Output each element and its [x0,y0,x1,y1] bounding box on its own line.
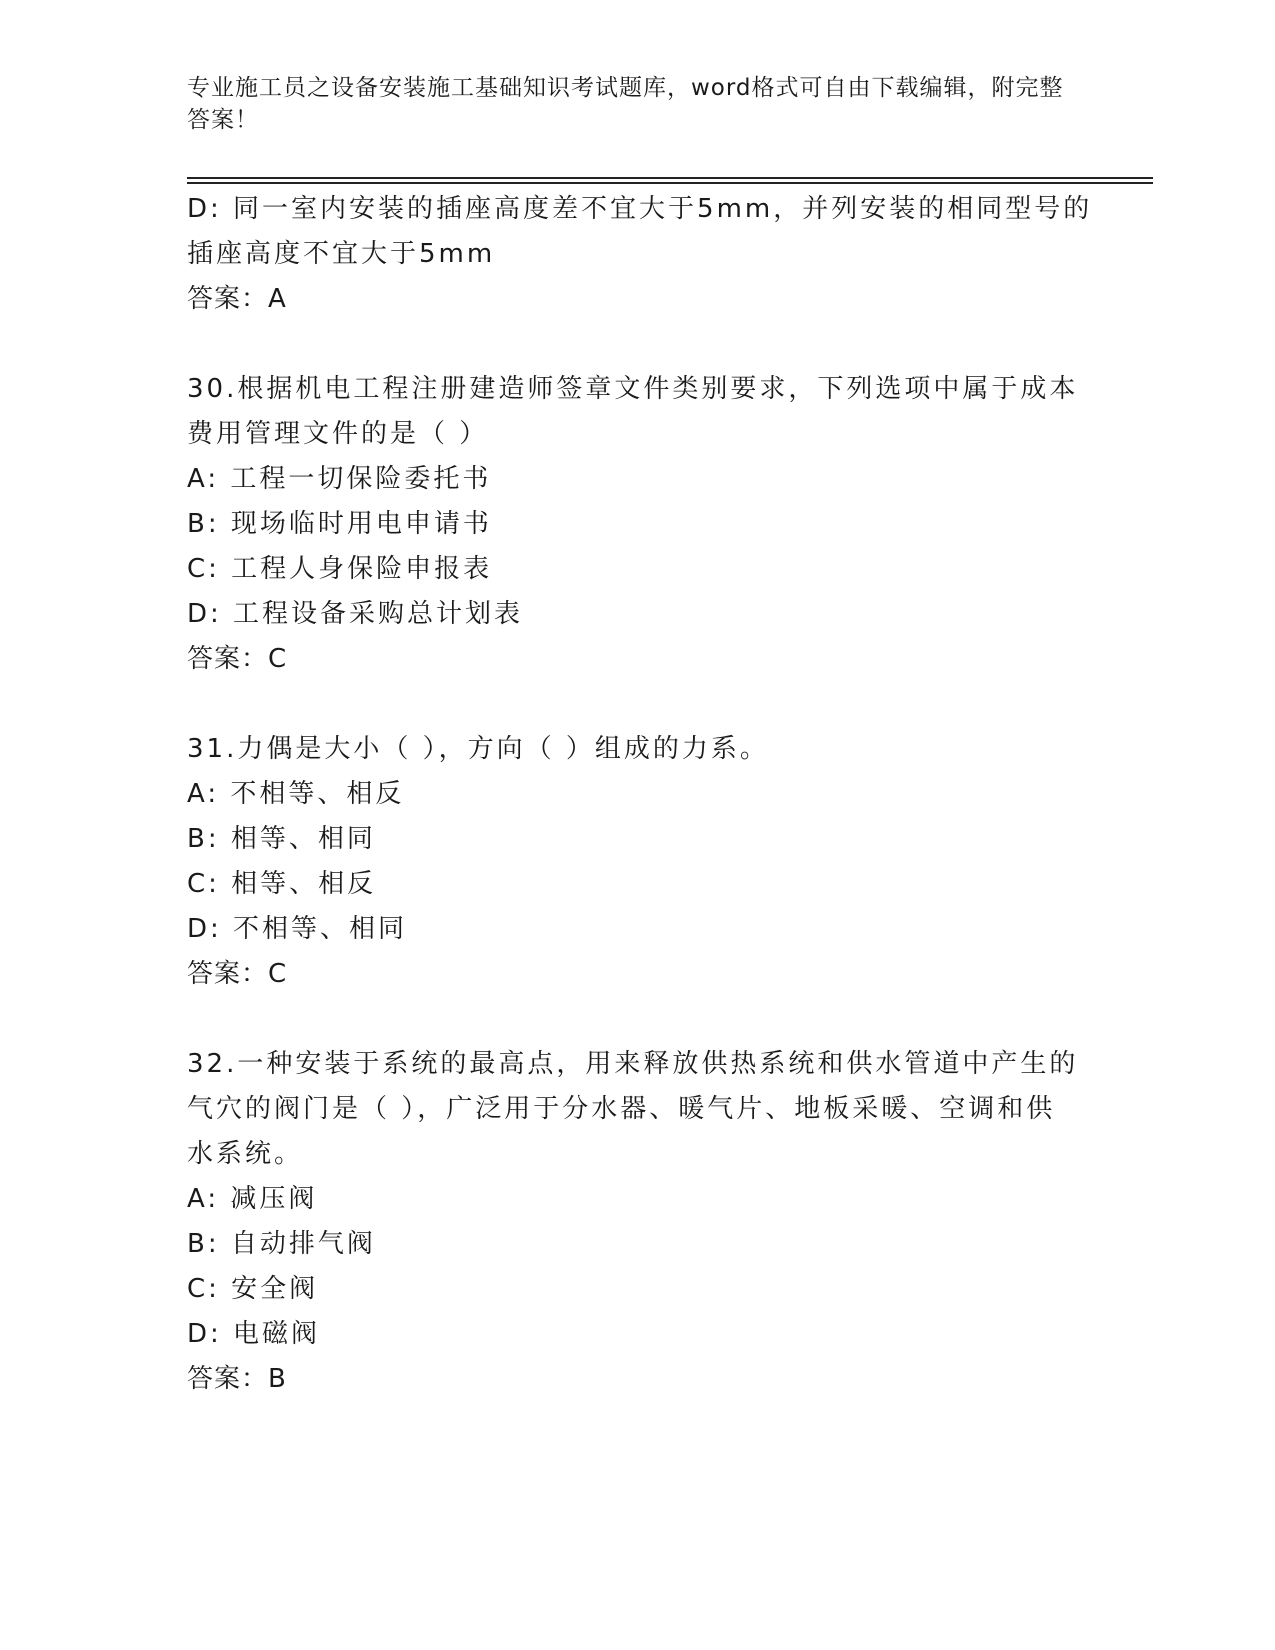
q30-option-c: C: 工程人身保险申报表 [187,554,493,584]
prev-question-answer: 答案：A [187,284,287,314]
prev-question-option-d-line1: D: 同一室内安装的插座高度差不宜大于5mm，并列安装的相同型号的 [187,194,1093,224]
q32-option-b: B: 自动排气阀 [187,1229,376,1259]
q31-answer: 答案：C [187,959,288,989]
q32-stem-line3: 水系统。 [187,1139,304,1169]
q30-option-d: D: 工程设备采购总计划表 [187,599,524,629]
q30-option-a: A: 工程一切保险委托书 [187,464,492,494]
q32-option-d: D: 电磁阀 [187,1319,321,1349]
prev-question-option-d-line2: 插座高度不宜大于5mm [187,239,496,269]
q32-answer: 答案：B [187,1364,287,1394]
header-divider-bottom [187,182,1153,184]
q31-option-c: C: 相等、相反 [187,869,377,899]
q31-option-b: B: 相等、相同 [187,824,376,854]
q30-answer: 答案：C [187,644,288,674]
q30-stem-line2: 费用管理文件的是（ ） [187,419,489,449]
q32-option-c: C: 安全阀 [187,1274,319,1304]
q30-stem-line1: 30.根据机电工程注册建造师签章文件类别要求，下列选项中属于成本 [187,374,1079,404]
q32-option-a: A: 减压阀 [187,1184,318,1214]
q32-stem-line2: 气穴的阀门是（ ），广泛用于分水器、暖气片、地板采暖、空调和供 [187,1094,1056,1124]
q30-option-b: B: 现场临时用电申请书 [187,509,492,539]
q32-stem-line1: 32.一种安装于系统的最高点，用来释放供热系统和供水管道中产生的 [187,1049,1079,1079]
q31-option-a: A: 不相等、相反 [187,779,405,809]
document-header: 专业施工员之设备安装施工基础知识考试题库，word格式可自由下载编辑，附完整答案！ [187,75,1064,133]
q31-stem-line1: 31.力偶是大小（ ），方向（ ）组成的力系。 [187,734,769,764]
header-divider-top [187,177,1153,179]
q31-option-d: D: 不相等、相同 [187,914,408,944]
